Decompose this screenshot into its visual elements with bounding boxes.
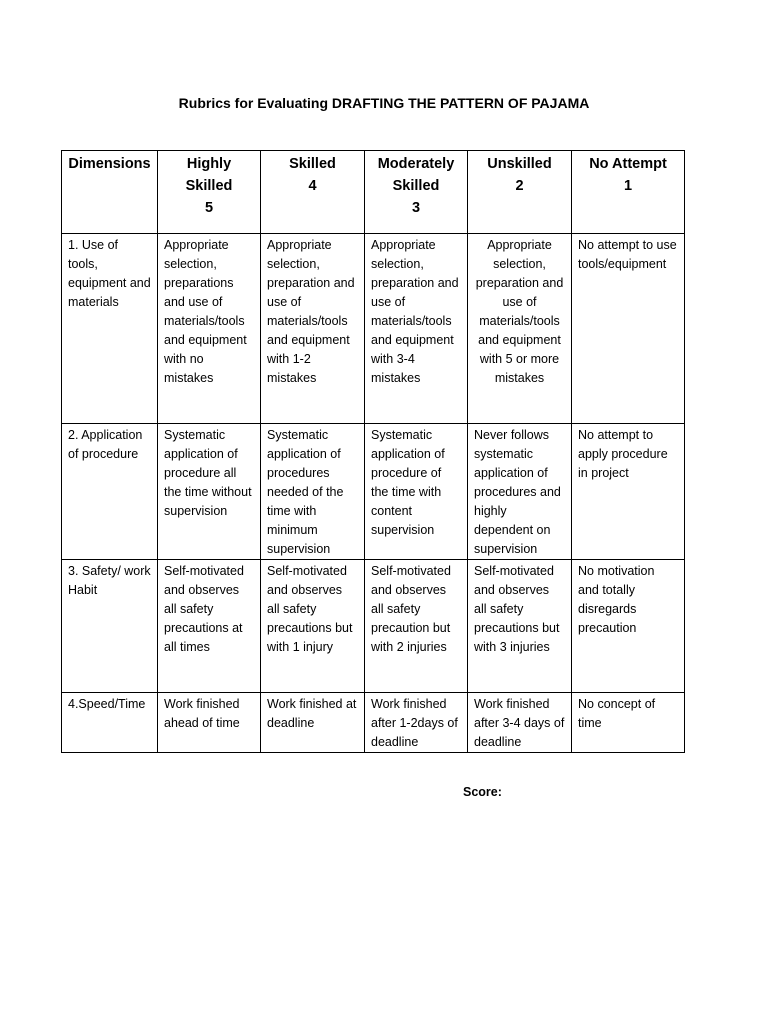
header-unskilled: Unskilled 2 — [468, 151, 572, 234]
table-cell: Appropriate selection, preparation and use of materials/tools and equipment with 5 or more mistakes — [468, 234, 572, 424]
header-dimensions: Dimensions — [62, 151, 158, 234]
table-cell: No attempt to use tools/equipment — [572, 234, 685, 424]
table-cell: Systematic application of procedures needed of the time with minimum supervision — [261, 424, 365, 560]
table-row — [62, 560, 685, 693]
page-title: Rubrics for Evaluating DRAFTING THE PATTERN OF PAJAMA — [178, 95, 590, 111]
header-row — [62, 151, 685, 234]
table-row — [62, 693, 685, 753]
dimension-cell: 1. Use of tools, equipment and materials — [62, 234, 158, 424]
table-cell: Appropriate selection, preparation and use of materials/tools and equipment with 1-2 mistakes — [261, 234, 365, 424]
score-label: Score: — [463, 785, 502, 799]
table-cell: Self-motivated and observes all safety precautions at all times — [158, 560, 261, 693]
table-row — [62, 234, 685, 424]
header-highly-skilled: Highly Skilled 5 — [158, 151, 261, 234]
table-cell: Self-motivated and observes all safety precaution but with 2 injuries — [365, 560, 468, 693]
table-cell: Systematic application of procedure of the time with content supervision — [365, 424, 468, 560]
dimension-cell: 3. Safety/ work Habit — [62, 560, 158, 693]
table-cell: Never follows systematic application of procedures and highly dependent on supervision — [468, 424, 572, 560]
table-row — [62, 424, 685, 560]
table-cell: No concept of time — [572, 693, 685, 753]
table-cell: Self-motivated and observes all safety precautions but with 3 injuries — [468, 560, 572, 693]
table-cell: Work finished at deadline — [261, 693, 365, 753]
dimension-cell: 2. Application of procedure — [62, 424, 158, 560]
table-cell: Self-motivated and observes all safety precautions but with 1 injury — [261, 560, 365, 693]
header-skilled: Skilled 4 — [261, 151, 365, 234]
table-cell: Appropriate selection, preparation and use of materials/tools and equipment with 3-4 mistakes — [365, 234, 468, 424]
table-cell: Appropriate selection, preparations and use of materials/tools and equipment with no mistakes — [158, 234, 261, 424]
table-cell: Work finished ahead of time — [158, 693, 261, 753]
header-no-attempt: No Attempt 1 — [572, 151, 685, 234]
table-cell: No attempt to apply procedure in project — [572, 424, 685, 560]
table-cell: Work finished after 3-4 days of deadline — [468, 693, 572, 753]
header-moderately-skilled: Moderately Skilled 3 — [365, 151, 468, 234]
table-cell: Work finished after 1-2days of deadline — [365, 693, 468, 753]
table-cell: Systematic application of procedure all the time without supervision — [158, 424, 261, 560]
table-cell: No motivation and totally disregards precaution — [572, 560, 685, 693]
dimension-cell: 4.Speed/Time — [62, 693, 158, 753]
rubric-table — [61, 150, 685, 753]
